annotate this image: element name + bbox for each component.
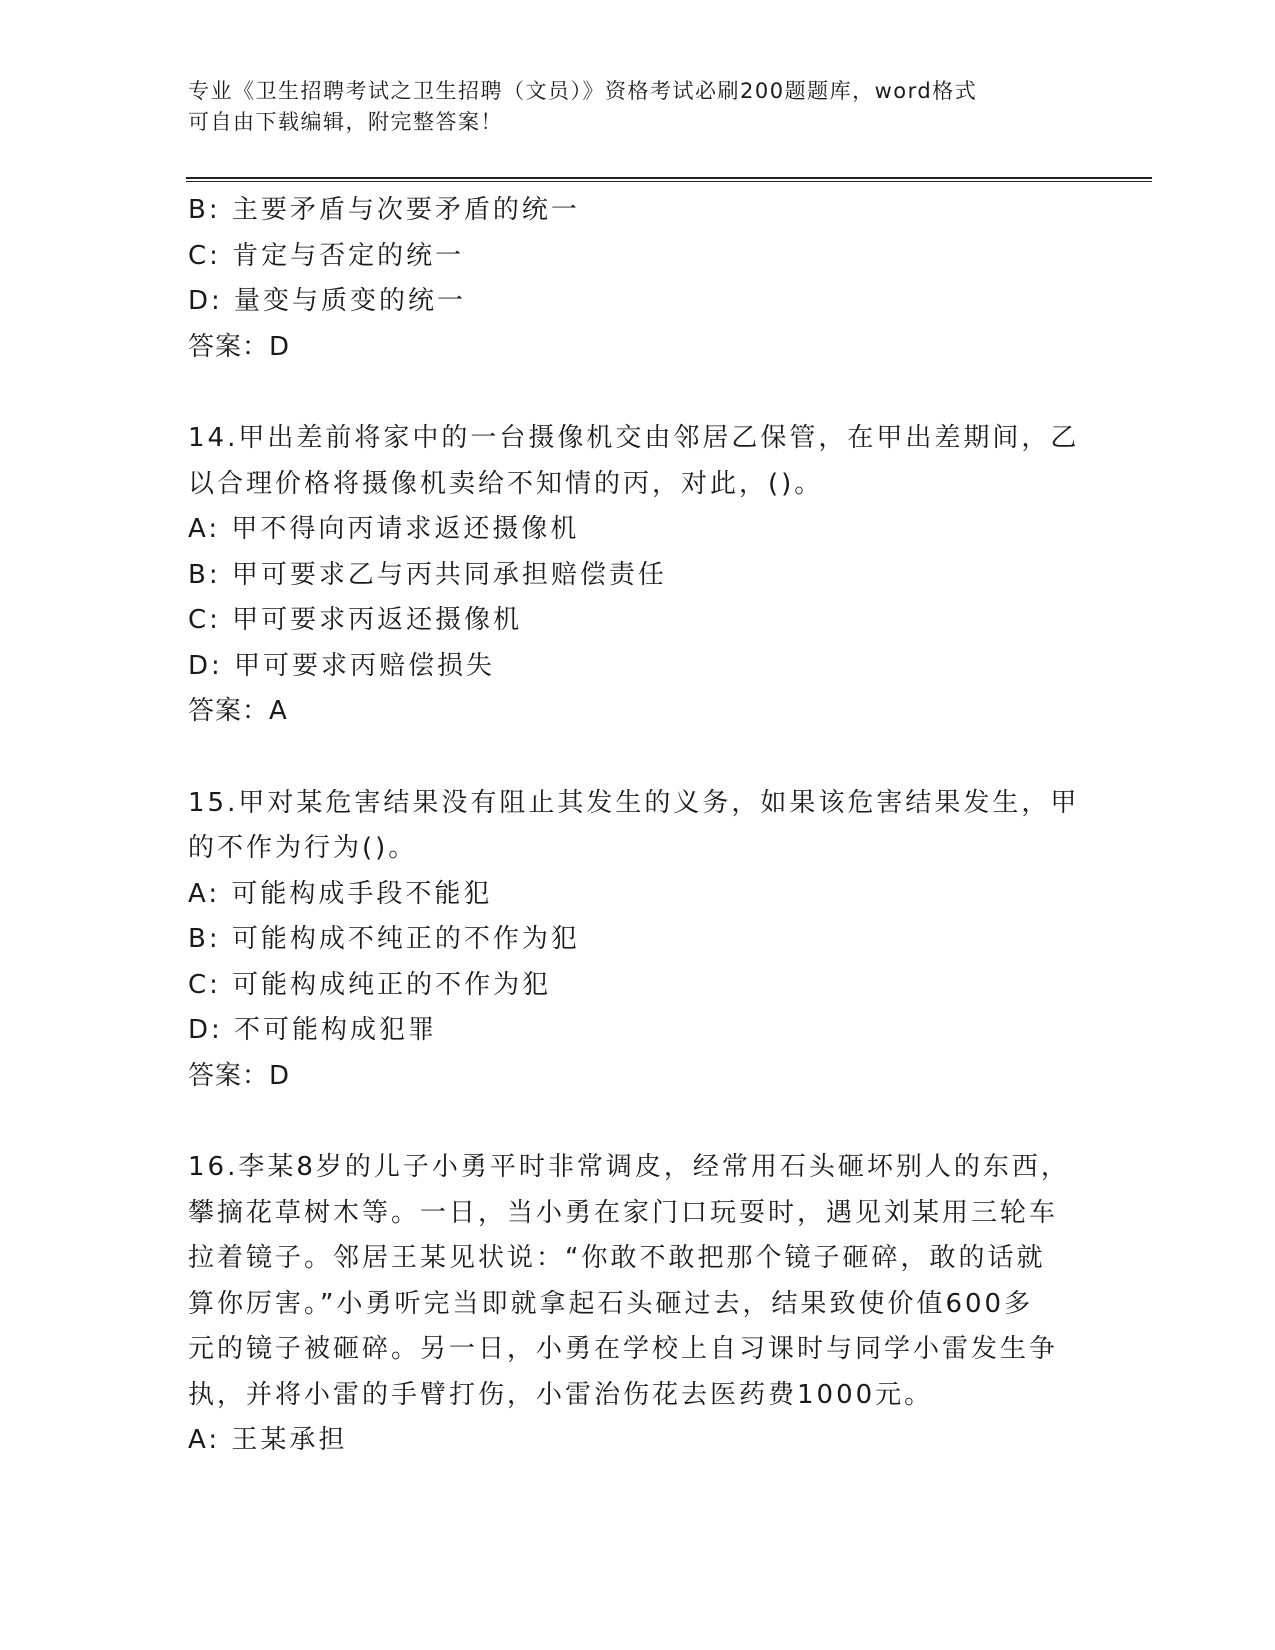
answer: 答案：A <box>188 696 288 726</box>
option-c: C: 肯定与否定的统一 <box>188 240 465 271</box>
option-d: D: 甲可要求丙赔偿损失 <box>188 650 496 681</box>
question-stem-line: 攀摘花草树木等。一日，当小勇在家门口玩耍时，遇见刘某用三轮车 <box>188 1197 1059 1228</box>
question-stem-line: 16.李某8岁的儿子小勇平时非常调皮，经常用石头砸坏别人的东西， <box>188 1152 1070 1182</box>
question-stem-line: 算你厉害。”小勇听完当即就拿起石头砸过去，结果致使价值600多 <box>188 1288 1034 1319</box>
option-d: D: 量变与质变的统一 <box>188 286 467 316</box>
question-list <box>188 188 1088 1464</box>
spacer <box>188 370 1088 416</box>
question-14 <box>188 416 1088 735</box>
answer: 答案：D <box>188 331 291 362</box>
spacer <box>188 735 1088 781</box>
header-line-1: 专业《卫生招聘考试之卫生招聘（文员）》资格考试必刷200题题库，word格式 <box>188 79 978 103</box>
header-line-2: 可自由下载编辑，附完整答案！ <box>188 110 503 134</box>
header-divider <box>186 177 1152 182</box>
option-c: C: 甲可要求丙返还摄像机 <box>188 605 523 635</box>
option-a: A: 王某承担 <box>188 1425 348 1455</box>
option-a: A: 甲不得向丙请求返还摄像机 <box>188 514 580 544</box>
option-c: C: 可能构成纯正的不作为犯 <box>188 969 552 1000</box>
spacer <box>188 1099 1088 1145</box>
question-stem-line: 以合理价格将摄像机卖给不知情的丙，对此，()。 <box>188 468 824 499</box>
option-d: D: 不可能构成犯罪 <box>188 1015 438 1045</box>
option-b: B: 甲可要求乙与丙共同承担赔偿责任 <box>188 559 667 590</box>
document-header <box>188 76 1068 138</box>
question-stem-line: 拉着镜子。邻居王某见状说：“你敢不敢把那个镜子砸碎，敢的话就 <box>188 1243 1046 1273</box>
question-16 <box>188 1145 1088 1464</box>
option-a: A: 可能构成手段不能犯 <box>188 878 493 909</box>
question-stem-line: 14.甲出差前将家中的一台摄像机交由邻居乙保管，在甲出差期间，乙 <box>188 423 1080 453</box>
option-b: B: 主要矛盾与次要矛盾的统一 <box>188 195 580 225</box>
question-stem-line: 元的镜子被砸碎。另一日，小勇在学校上自习课时与同学小雷发生争 <box>188 1334 1059 1364</box>
option-b: B: 可能构成不纯正的不作为犯 <box>188 924 580 954</box>
question-stem-line: 15.甲对某危害结果没有阻止其发生的义务，如果该危害结果发生，甲 <box>188 787 1080 818</box>
question-15 <box>188 781 1088 1100</box>
answer: 答案：D <box>188 1060 291 1091</box>
question-stem-line: 的不作为行为()。 <box>188 833 418 863</box>
question-13 <box>188 188 1088 370</box>
question-stem-line: 执，并将小雷的手臂打伤，小雷治伤花去医药费1000元。 <box>188 1379 934 1410</box>
